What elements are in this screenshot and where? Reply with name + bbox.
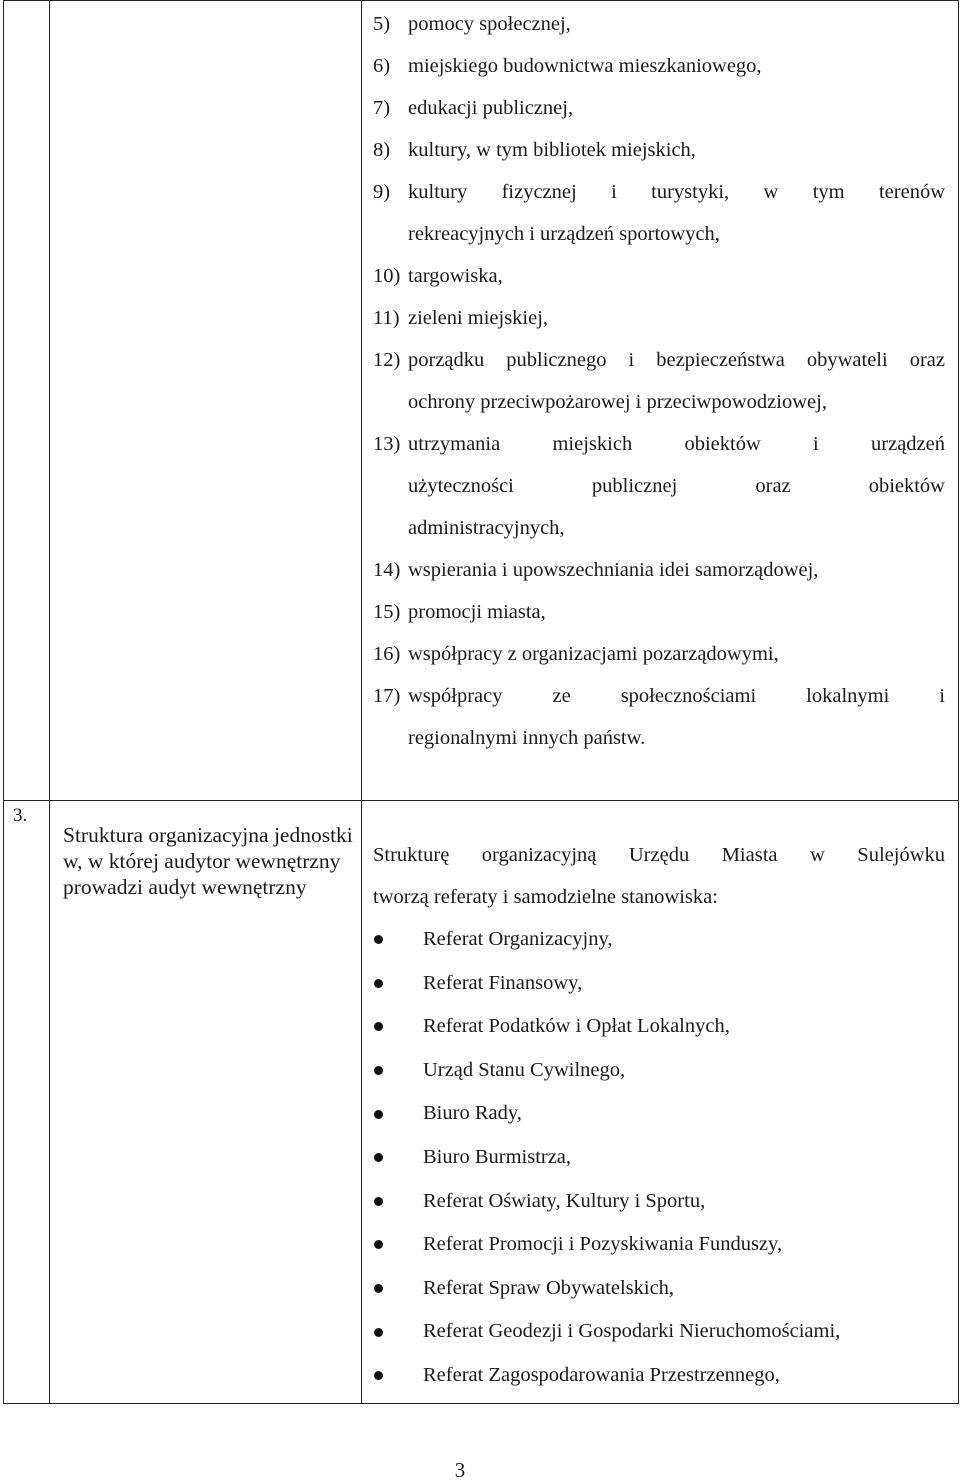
unit-name: Referat Promocji i Pozyskiwania Funduszy, xyxy=(423,1233,783,1256)
list-item xyxy=(373,633,945,675)
list-item xyxy=(373,423,945,549)
list-item-number: 5) xyxy=(373,13,391,35)
document-table xyxy=(3,0,959,1404)
list-item-line: regionalnymi innych państw. xyxy=(408,727,646,749)
unit-item xyxy=(373,1310,958,1354)
list-item-line: targowiska, xyxy=(408,265,503,287)
list-item xyxy=(373,297,945,339)
list-item-line: administracyjnych, xyxy=(408,517,565,539)
section-number: 3. xyxy=(13,805,28,826)
list-item-line: pomocy społecznej, xyxy=(408,13,571,35)
list-item-text xyxy=(408,87,945,129)
bullet-icon xyxy=(373,1093,423,1136)
unit-item xyxy=(373,1136,958,1180)
list-item xyxy=(373,255,945,297)
list-item-number: 15) xyxy=(373,601,401,623)
bullet-icon xyxy=(373,918,423,961)
bullet-icon xyxy=(373,1354,423,1397)
list-item xyxy=(373,129,945,171)
bullet-icon xyxy=(373,962,423,1005)
list-item-number: 14) xyxy=(373,559,401,581)
unit-item xyxy=(373,962,958,1006)
unit-name: Referat Zagospodarowania Przestrzennego, xyxy=(423,1363,780,1386)
list-item-line: wspierania i upowszechniania idei samorządowej, xyxy=(408,559,819,581)
unit-name: Referat Geodezji i Gospodarki Nieruchomościami, xyxy=(423,1320,841,1343)
list-item-line: zieleni miejskiej, xyxy=(408,307,549,329)
list-item-text xyxy=(408,45,945,87)
section-label: Struktura organizacyjna jednostki w, w której audytor wewnętrzny prowadzi audyt wewnętrzny xyxy=(50,801,362,1404)
list-item-number: 13) xyxy=(373,433,401,455)
list-item-line: porządku publicznego i bezpieczeństwa obywateli oraz xyxy=(408,349,945,371)
unit-item xyxy=(373,1267,958,1311)
unit-name: Urząd Stanu Cywilnego, xyxy=(423,1058,626,1081)
row-label-cell xyxy=(50,1,362,801)
list-item-number: 7) xyxy=(373,97,391,119)
table-row xyxy=(4,1,959,801)
bullet-icon xyxy=(373,1180,423,1223)
list-item-line: rekreacyjnych i urządzeń sportowych, xyxy=(408,223,720,245)
list-item xyxy=(373,591,945,633)
bullet-icon xyxy=(373,1049,423,1092)
list-item-text xyxy=(408,591,945,633)
list-item-line: użyteczności publicznej oraz obiektów xyxy=(408,475,945,497)
unit-item xyxy=(373,1049,958,1093)
list-item-number: 6) xyxy=(373,55,391,77)
list-item-text xyxy=(408,549,945,591)
unit-item xyxy=(373,1180,958,1224)
list-item xyxy=(373,549,945,591)
list-item-text xyxy=(408,339,945,423)
unit-item xyxy=(373,1005,958,1049)
list-item-number: 16) xyxy=(373,643,401,665)
unit-item xyxy=(373,1223,958,1267)
bullet-icon xyxy=(373,1223,423,1266)
bullet-icon xyxy=(373,1267,423,1310)
list-item-line: promocji miasta, xyxy=(408,601,546,623)
list-item-number: 17) xyxy=(373,685,401,707)
list-item-text xyxy=(408,675,945,759)
row-content-cell xyxy=(362,1,959,801)
bullet-icon xyxy=(373,1311,423,1354)
unit-item xyxy=(373,918,958,962)
structure-intro xyxy=(362,801,958,918)
list-item-text xyxy=(408,297,945,339)
list-item-line: współpracy z organizacjami pozarządowymi, xyxy=(408,643,779,665)
intro-line: tworzą referaty i samodzielne stanowiska: xyxy=(373,886,718,908)
row-content-cell xyxy=(362,801,959,1404)
bullet-icon xyxy=(373,1136,423,1179)
list-item-line: kultury, w tym bibliotek miejskich, xyxy=(408,139,696,161)
intro-line: Strukturę organizacyjną Urzędu Miasta w Sulejówku xyxy=(373,844,945,866)
list-item-line: współpracy ze społecznościami lokalnymi i xyxy=(408,685,945,707)
list-item-number: 12) xyxy=(373,349,401,371)
list-item-number: 11) xyxy=(373,307,400,329)
task-list xyxy=(362,1,958,759)
bullet-icon xyxy=(373,1005,423,1048)
unit-name: Biuro Rady, xyxy=(423,1102,522,1125)
page-number: 3 xyxy=(454,1458,466,1482)
row-number-cell xyxy=(4,801,50,1404)
list-item-number: 8) xyxy=(373,139,391,161)
unit-name: Referat Podatków i Opłat Lokalnych, xyxy=(423,1015,730,1038)
unit-name: Biuro Burmistrza, xyxy=(423,1145,572,1168)
unit-name: Referat Oświaty, Kultury i Sportu, xyxy=(423,1189,706,1212)
list-item xyxy=(373,675,945,759)
unit-name: Referat Finansowy, xyxy=(423,971,583,994)
list-item-text xyxy=(408,129,945,171)
list-item-line: miejskiego budownictwa mieszkaniowego, xyxy=(408,55,762,77)
list-item-number: 10) xyxy=(373,265,401,287)
unit-name: Referat Organizacyjny, xyxy=(423,928,613,950)
list-item xyxy=(373,339,945,423)
table-row xyxy=(4,801,959,1404)
list-item xyxy=(373,171,945,255)
list-item-line: ochrony przeciwpożarowej i przeciwpowodziowej, xyxy=(408,391,827,413)
list-item-text xyxy=(408,423,945,549)
units-list xyxy=(362,918,958,1398)
list-item-text xyxy=(408,3,945,45)
row-number-cell xyxy=(4,1,50,801)
list-item xyxy=(373,3,945,45)
unit-item xyxy=(373,1092,958,1136)
unit-item xyxy=(373,1354,958,1398)
list-item-line: edukacji publicznej, xyxy=(408,97,574,119)
list-item-line: utrzymania miejskich obiektów i urządzeń xyxy=(408,433,945,455)
list-item-text xyxy=(408,255,945,297)
unit-name: Referat Spraw Obywatelskich, xyxy=(423,1276,675,1299)
list-item-number: 9) xyxy=(373,181,391,203)
list-item-text xyxy=(408,633,945,675)
list-item xyxy=(373,45,945,87)
list-item xyxy=(373,87,945,129)
list-item-text xyxy=(408,171,945,255)
list-item-line: kultury fizycznej i turystyki, w tym terenów xyxy=(408,181,945,203)
